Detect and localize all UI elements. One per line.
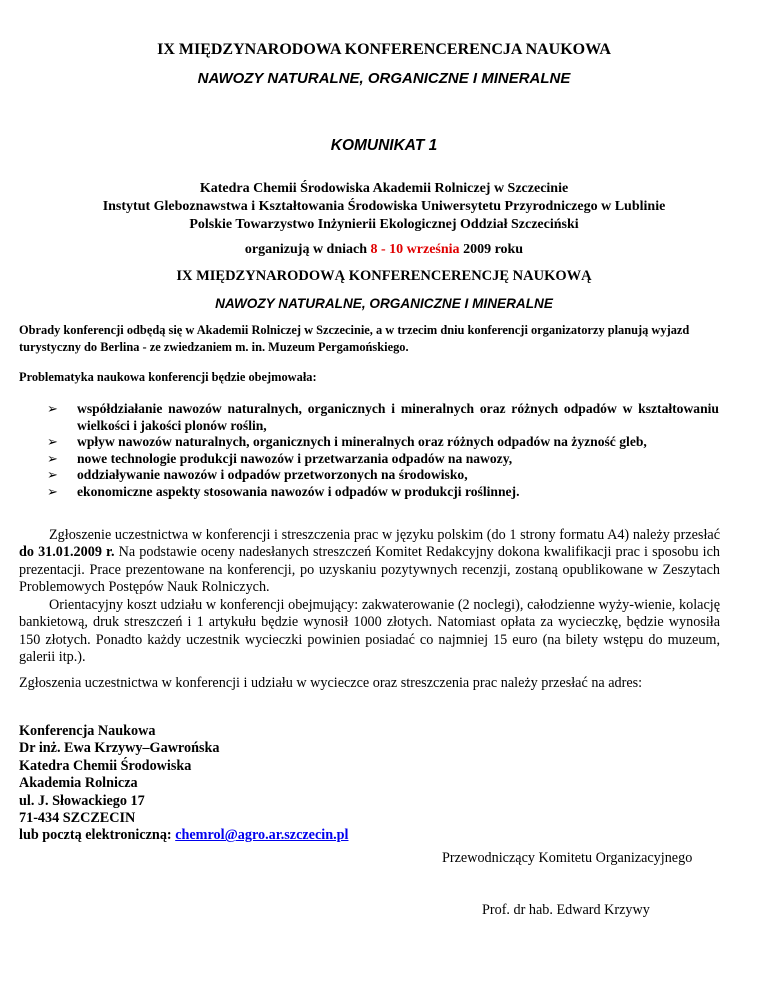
conference-name-subtitle: NAWOZY NATURALNE, ORGANICZNE I MINERALNE (215, 296, 553, 311)
list-item: ➢ wpływ nawozów naturalnych, organicznych i mineralnych oraz różnych odpadów na żyzność gleb, (47, 434, 647, 450)
organizer-line: Katedra Chemii Środowiska Akademii Rolniczej w Szczecinie (199, 181, 569, 196)
topics-heading: Problematyka naukowa konferencji będzie obejmowała: (19, 370, 317, 384)
signature-name: Prof. dr hab. Edward Krzywy (482, 902, 650, 918)
arrow-bullet-icon: ➢ (47, 450, 58, 466)
arrow-bullet-icon: ➢ (47, 401, 58, 416)
communique-heading: KOMUNIKAT 1 (330, 137, 438, 154)
conference-dates: 8 - 10 września (370, 242, 460, 257)
email-line: lub pocztą elektroniczną: chemrol@agro.ar.szczecin.pl (19, 827, 349, 844)
conference-title: IX MIĘDZYNARODOWA KONFERENCERENCJA NAUKOWA (157, 41, 611, 58)
list-item: ➢ nowe technologie produkcji nawozów i przetwarzania odpadów na nawozy, (47, 450, 513, 466)
cost-paragraph: Orientacyjny koszt udziału w konferencji obejmujący: zakwaterowanie (2 noclegi), całodzienne wyży-wienie, kolację bankietową, druk streszczeń i 1 artykułu będzie wynosił 1000 złotych. Natomiast opłata za wycieczkę, będzie wynosiła 150 złotych. Ponadto każdy uczestnik wycieczki powinien posiadać co najmniej 15 euro (na bilety wstępu do muzeum, galerii itp.). (19, 597, 720, 666)
topics-list (47, 401, 719, 501)
address-line: Dr inż. Ewa Krzywy–Gawrońska (19, 740, 220, 757)
address-line: 71-434 SZCZECIN (19, 810, 136, 827)
organize-prefix: organizują w dniach (244, 242, 371, 257)
mailing-address (19, 723, 348, 845)
organizer-line: Instytut Gleboznawstwa i Kształtowania Środowiska Uniwersytetu Przyrodniczego w Lublinie (102, 199, 666, 214)
organize-suffix: 2009 roku (459, 242, 524, 257)
arrow-bullet-icon: ➢ (47, 467, 58, 483)
email-link[interactable]: chemrol@agro.ar.szczecin.pl (175, 827, 349, 844)
submission-deadline: do 31.01.2009 r. (19, 544, 115, 561)
list-item: ➢ współdziałanie nawozów naturalnych, organicznych i mineralnych oraz różnych odpadów w kształtowaniu wielkości i jakości plonów roślin, (47, 401, 719, 433)
organizer-line: Polskie Towarzystwo Inżynierii Ekologicznej Oddział Szczeciński (189, 217, 579, 232)
address-line: ul. J. Słowackiego 17 (19, 792, 145, 809)
list-item: ➢ oddziaływanie nawozów i odpadów przetworzonych na środowisko, (47, 467, 468, 483)
address-intro: Zgłoszenia uczestnictwa w konferencji i udziału w wycieczce oraz streszczenia prac należy przesłać na adres: (19, 675, 643, 691)
address-line: Konferencja Naukowa (19, 723, 156, 739)
list-item: ➢ ekonomiczne aspekty stosowania nawozów i odpadów w produkcji roślinnej. (47, 483, 520, 499)
signature-role: Przewodniczący Komitetu Organizacyjnego (442, 850, 693, 866)
conference-name: IX MIĘDZYNARODOWĄ KONFERENCERENCJĘ NAUKOWĄ (176, 268, 592, 284)
arrow-bullet-icon: ➢ (47, 483, 58, 499)
conference-subtitle: NAWOZY NATURALNE, ORGANICZNE I MINERALNE (197, 70, 571, 87)
address-line: Katedra Chemii Środowiska (19, 757, 192, 774)
arrow-bullet-icon: ➢ (47, 434, 58, 450)
organizers-block (0, 180, 768, 234)
address-line: Akademia Rolnicza (19, 775, 138, 792)
submission-paragraph: Zgłoszenie uczestnictwa w konferencji i streszczenia prac w języku polskim (do 1 strony formatu A4) należy przesłać do 31.01.2009 r. Na podstawie oceny nadesłanych streszczeń Komitet Redakcyjny dokona kwalifikacji prac i sposobu ich prezentacji. Prace prezentowane na konferencji, po uzyskaniu pozytywnych recenzji, zostaną opublikowane w Zeszytach Problemowych Postępów Nauk Rolniczych. (19, 527, 720, 596)
organize-line (0, 242, 768, 258)
venue-text: Obrady konferencji odbędą się w Akademii Rolniczej w Szczecinie, a w trzecim dniu konferencji organizatorzy planują wyjazd turystyczny do Berlina - ze zwiedzaniem m. in. Muzeum Pergamońskiego. (19, 323, 690, 354)
